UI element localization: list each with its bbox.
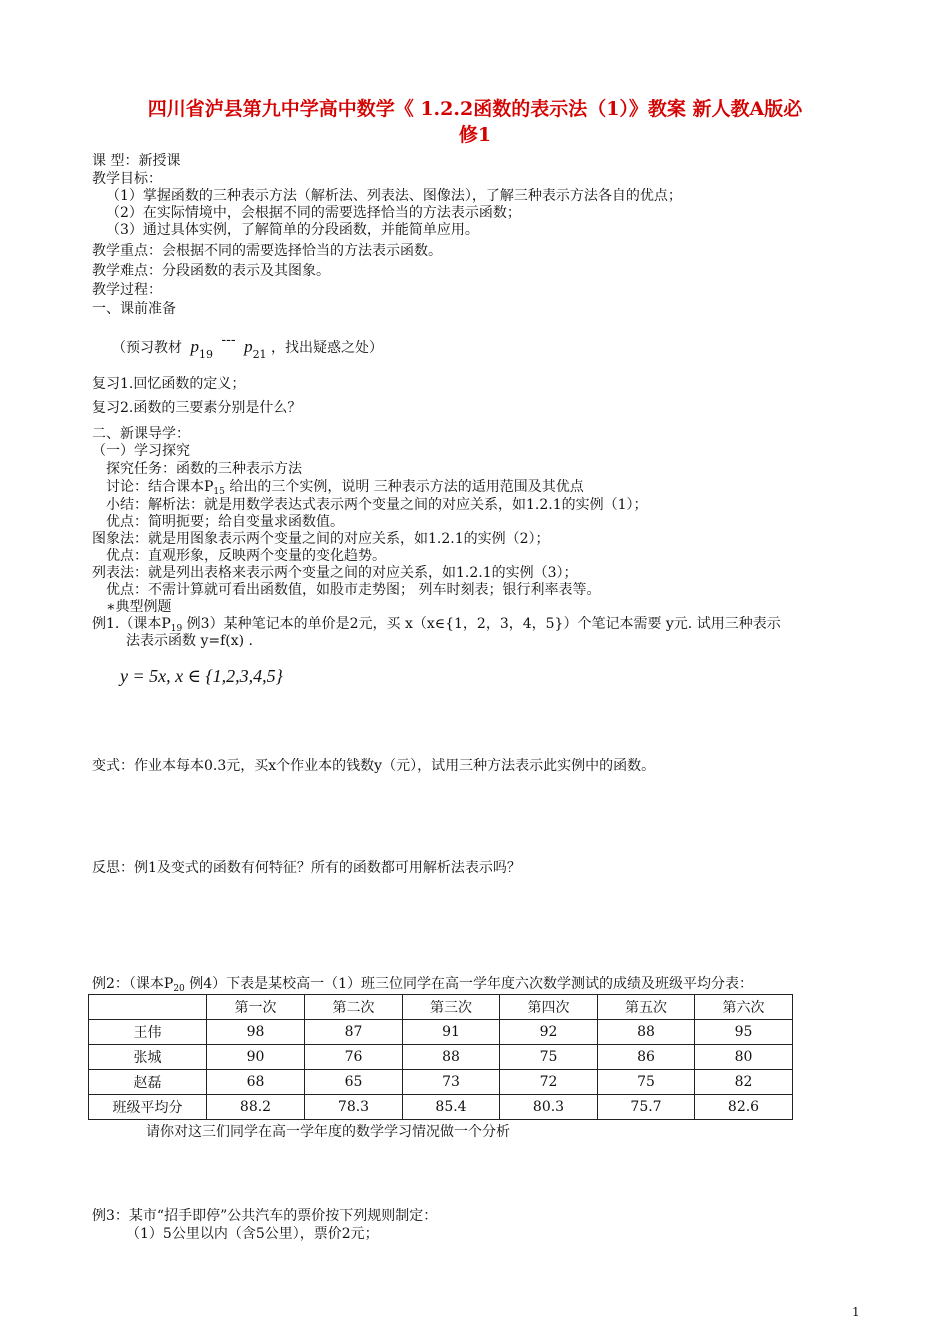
table-cell: 85.4 (403, 1095, 500, 1120)
table-header-row (89, 995, 793, 1020)
example-2-sub: 20 (173, 984, 185, 994)
preview-dash: --- (221, 332, 236, 348)
example-2-b: 例4）下表是某校高一（1）班三位同学在高一学年度六次数学测试的成绩及班级平均分表： (184, 976, 754, 992)
example-1-b: 例3）某种笔记本的单价是2元，买 x（x∈{1，2，3，4，5}）个笔记本需要 y元. 试用三种表示 (182, 616, 781, 632)
table-cell: 87 (305, 1020, 403, 1045)
table-cell: 72 (500, 1070, 598, 1095)
table-cell: 75 (500, 1045, 598, 1070)
preview-text-b: ，找出疑惑之处） (271, 340, 384, 356)
preview-line (112, 328, 383, 367)
table-cell: 80 (695, 1045, 793, 1070)
variant: 变式：作业本每本0.3元，买x个作业本的钱数y（元），试用三种方法表示此实例中的函数。 (92, 758, 656, 774)
document-title (90, 96, 860, 148)
scores-table (88, 994, 793, 1120)
table-cell: 88.2 (207, 1095, 305, 1120)
table-cell: 86 (598, 1045, 695, 1070)
example-1-cont: 法表示函数 y=f(x) . (126, 633, 253, 649)
header-cell: 第一次 (207, 995, 305, 1020)
table-cell: 68 (207, 1070, 305, 1095)
advantage-graph: 优点：直观形象，反映两个变量的变化趋势。 (106, 548, 386, 564)
summary-list: 列表法：就是列出表格来表示两个变量之间的对应关系，如1.2.1的实例（3）； (92, 565, 578, 581)
discussion-b: 给出的三个实例，说明 三种表示方法的适用范围及其优点 (224, 479, 584, 495)
example-1-a: 例1.（课本P (92, 616, 171, 632)
header-cell: 第三次 (403, 995, 500, 1020)
table-cell: 91 (403, 1020, 500, 1045)
advantage-list: 优点：不需计算就可看出函数值，如股市走势图； 列车时刻表；银行利率表等。 (106, 582, 601, 598)
header-cell: 第四次 (500, 995, 598, 1020)
example-3: 例3：某市“招手即停”公共汽车的票价按下列规则制定： (92, 1208, 438, 1224)
preview-sub-1: 19 (198, 348, 213, 361)
table-cell: 82 (695, 1070, 793, 1095)
preview-text-a: （预习教材 (112, 340, 182, 356)
table-cell: 95 (695, 1020, 793, 1045)
table-cell: 65 (305, 1070, 403, 1095)
process-heading: 教学过程： (92, 282, 162, 298)
page-number: 1 (852, 1305, 860, 1319)
table-cell: 赵磊 (89, 1070, 207, 1095)
example-1-formula: y = 5x, x ∈ {1,2,3,4,5} (120, 666, 283, 686)
table-cell: 75.7 (598, 1095, 695, 1120)
example-2-a: 例2：（课本P (92, 976, 174, 992)
table-cell: 90 (207, 1045, 305, 1070)
table-cell: 78.3 (305, 1095, 403, 1120)
example-3-rule-1: （1）5公里以内（含5公里），票价2元； (126, 1226, 379, 1242)
table-cell: 75 (598, 1070, 695, 1095)
table-cell: 张城 (89, 1045, 207, 1070)
header-cell: 第六次 (695, 995, 793, 1020)
header-cell: 第五次 (598, 995, 695, 1020)
table-cell: 班级平均分 (89, 1095, 207, 1120)
goal-2: （2）在实际情境中，会根据不同的需要选择恰当的方法表示函数； (106, 205, 521, 221)
section-guide: 二、新课导学： (92, 426, 190, 442)
table-cell: 82.6 (695, 1095, 793, 1120)
goal-3: （3）通过具体实例，了解简单的分段函数，并能简单应用。 (106, 222, 479, 238)
example-2-analysis: 请你对这三们同学在高一学年度的数学学习情况做一个分析 (146, 1124, 510, 1140)
table-cell: 王伟 (89, 1020, 207, 1045)
table-cell: 88 (598, 1020, 695, 1045)
table-cell: 88 (403, 1045, 500, 1070)
difficulty: 教学难点：分段函数的表示及其图象。 (92, 263, 330, 279)
key-point: 教学重点：会根据不同的需要选择恰当的方法表示函数。 (92, 243, 442, 259)
preview-sub-2: 21 (252, 348, 267, 361)
advantage-analytic: 优点：简明扼要；给自变量求函数值。 (106, 514, 344, 530)
summary-graph: 图象法：就是用图象表示两个变量之间的对应关系，如1.2.1的实例（2）； (92, 531, 550, 547)
summary-analytic: 小结：解析法：就是用数学表达式表示两个变量之间的对应关系，如1.2.1的实例（1）； (106, 497, 648, 513)
preview-p1: p (190, 337, 199, 356)
header-cell (89, 995, 207, 1020)
table-row (89, 1070, 793, 1095)
table-cell: 73 (403, 1070, 500, 1095)
table-cell: 98 (207, 1020, 305, 1045)
explore-heading: （一）学习探究 (92, 443, 190, 459)
discussion-a: 讨论：结合课本P (106, 479, 214, 495)
table-row (89, 1020, 793, 1045)
title-line-1: 四川省泸县第九中学高中数学《 1.2.2函数的表示法（1）》教案 新人教A版必 (147, 98, 803, 120)
example-1-sub: 19 (170, 624, 183, 634)
review-2: 复习2.函数的三要素分别是什么？ (92, 400, 302, 416)
table-row (89, 1045, 793, 1070)
review-1: 复习1.回忆函数的定义； (92, 376, 246, 392)
course-type: 课 型：新授课 (92, 153, 181, 169)
discussion-sub: 15 (213, 487, 225, 497)
preview-p2: p (244, 337, 253, 356)
header-cell: 第二次 (305, 995, 403, 1020)
reflection: 反思：例1及变式的函数有何特征？所有的函数都可用解析法表示吗？ (92, 860, 521, 876)
goals-heading: 教学目标： (92, 171, 162, 187)
table-cell: 92 (500, 1020, 598, 1045)
section-prep: 一、课前准备 (92, 301, 176, 317)
typical-examples-heading: ∗典型例题 (106, 599, 172, 615)
table-cell: 76 (305, 1045, 403, 1070)
table-cell: 80.3 (500, 1095, 598, 1120)
explore-task: 探究任务：函数的三种表示方法 (106, 461, 302, 477)
title-line-2: 修1 (458, 124, 492, 146)
goal-1: （1）掌握函数的三种表示方法（解析法、列表法、图像法），了解三种表示方法各自的优点； (106, 188, 682, 204)
table-row (89, 1095, 793, 1120)
